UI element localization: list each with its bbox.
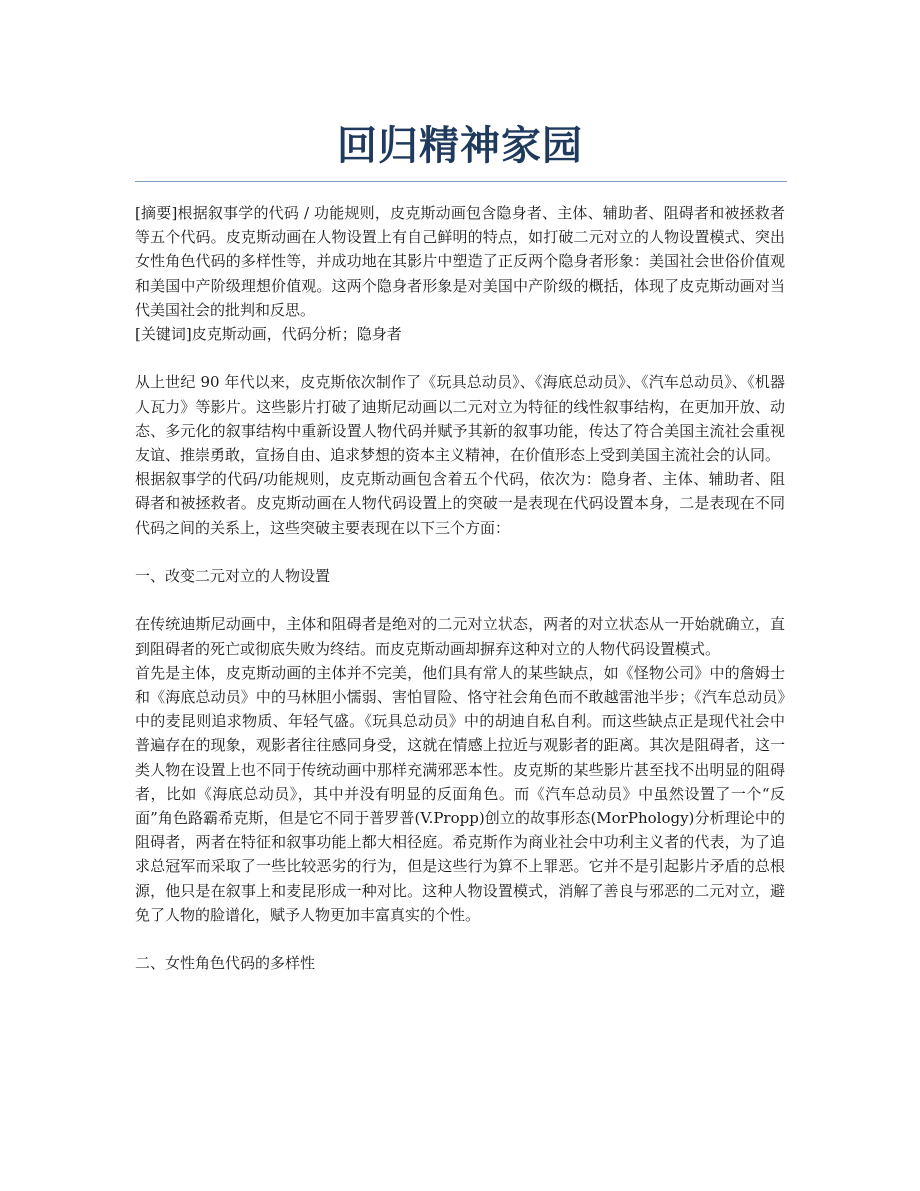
paragraph-gap: [135, 346, 785, 370]
intro-paragraph-1: 从上世纪 90 年代以来，皮克斯依次制作了《玩具总动员》、《海底总动员》、《汽车总动员》、《机器人瓦力》等影片。这些影片打破了迪斯尼动画以二元对立为特征的线性叙事结构，在更加开放、动态、多元化的叙事结构中重新设置人物代码并赋予其新的叙事功能，传达了符合美国主流社会重视友谊、推崇勇敢，宣扬自由、追求梦想的资本主义精神，在价值形态上受到美国主流社会的认同。: [135, 373, 785, 465]
document-body: [135, 201, 785, 975]
keywords-paragraph: [关键词]皮克斯动画，代码分析；隐身者: [135, 325, 402, 344]
section-1-paragraph-2: 首先是主体，皮克斯动画的主体并不完美，他们具有常人的某些缺点，如《怪物公司》中的詹姆士和《海底总动员》中的马林胆小懦弱、害怕冒险、恪守社会角色而不敢越雷池半步；《汽车总动员》中的麦昆则追求物质、年轻气盛。《玩具总动员》中的胡迪自私自利。而这些缺点正是现代社会中普遍存在的现象，观影者往往感同身受，这就在情感上拉近与观影者的距离。其次是阻碍者，这一类人物在设置上也不同于传统动画中那样充满邪恶本性。皮克斯的某些影片甚至找不出明显的阻碍者，比如《海底总动员》，其中并没有明显的反面角色。而《汽车总动员》中虽然设置了一个“反面”角色路霸希克斯，但是它不同于普罗普(V.Propp)创立的故事形态(MorPhology)分析理论中的阻碍者，两者在特征和叙事功能上都大相径庭。希克斯作为商业社会中功利主义者的代表，为了追求总冠军而采取了一些比较恶劣的行为，但是这些行为算不上罪恶。它并不是引起影片矛盾的总根源，他只是在叙事上和麦昆形成一种对比。这种人物设置模式，消解了善良与邪恶的二元对立，避免了人物的脸谱化，赋予人物更加丰富真实的个性。: [135, 663, 785, 924]
paragraph-gap: [135, 540, 785, 564]
abstract-paragraph: [摘要]根据叙事学的代码 / 功能规则，皮克斯动画包含隐身者、主体、辅助者、阻碍者和被拯救者等五个代码。皮克斯动画在人物设置上有自己鲜明的特点，如打破二元对立的人物设置模式、突出女性角色代码的多样性等，并成功地在其影片中塑造了正反两个隐身者形象：美国社会世俗价值观和美国中产阶级理想价值观。这两个隐身者形象是对美国中产阶级的概括，体现了皮克斯动画对当代美国社会的批判和反思。: [135, 204, 785, 319]
paragraph-gap: [135, 927, 785, 951]
section-heading-1: 一、改变二元对立的人物设置: [135, 567, 331, 586]
section-heading-2: 二、女性角色代码的多样性: [135, 954, 316, 973]
paragraph-gap: [135, 588, 785, 612]
section-1-paragraph-1: 在传统迪斯尼动画中，主体和阻碍者是绝对的二元对立状态，两者的对立状态从一开始就确立，直到阻碍者的死亡或彻底失败为终结。而皮克斯动画却摒弃这种对立的人物代码设置模式。: [135, 615, 785, 658]
title-divider: [135, 181, 787, 182]
intro-paragraph-2: 根据叙事学的代码/功能规则，皮克斯动画包含着五个代码，依次为：隐身者、主体、辅助者、阻碍者和被拯救者。皮克斯动画在人物代码设置上的突破一是表现在代码设置本身，二是表现在不同代码之间的关系上，这些突破主要表现在以下三个方面：: [135, 470, 785, 537]
document-title: 回归精神家园: [337, 123, 583, 169]
